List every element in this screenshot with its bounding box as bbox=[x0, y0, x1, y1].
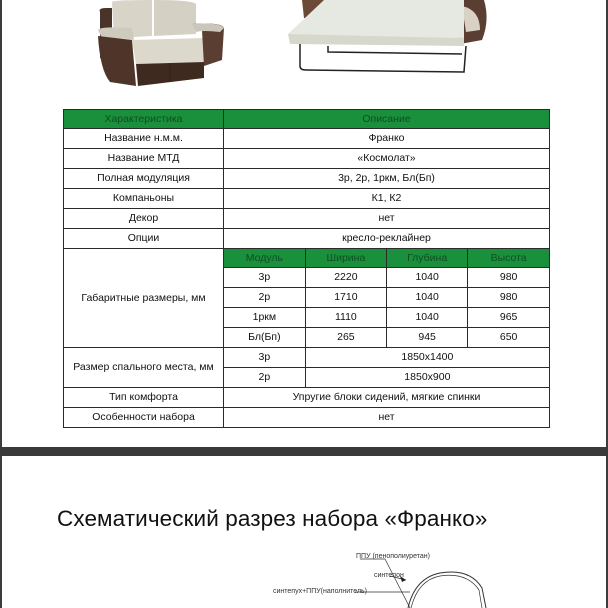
row-label: Декор bbox=[64, 209, 224, 229]
table-row bbox=[64, 189, 550, 209]
sofa-image bbox=[92, 0, 230, 90]
sleeping-subrow bbox=[224, 348, 549, 368]
label-sintepuh: синтепух+ППУ(наполнитель) bbox=[273, 588, 368, 595]
dim-cell: 980 bbox=[468, 268, 549, 288]
features-label: Особенности набора bbox=[64, 408, 224, 428]
row-value: 3р, 2р, 1ркм, Бл(Бп) bbox=[224, 169, 550, 189]
dimensions-cell bbox=[224, 249, 550, 348]
dimensions-row bbox=[64, 249, 550, 348]
table-row bbox=[64, 129, 550, 149]
sleeping-subrow bbox=[224, 368, 549, 388]
page-separator bbox=[0, 447, 608, 456]
dim-cell: Бл(Бп) bbox=[224, 328, 305, 348]
row-label: Название МТД bbox=[64, 149, 224, 169]
row-value: кресло-реклайнер bbox=[224, 229, 550, 249]
header-description: Описание bbox=[224, 110, 550, 129]
table-header-row bbox=[64, 110, 550, 129]
dim-cell: 650 bbox=[468, 328, 549, 348]
dim-header-module: Модуль bbox=[224, 249, 305, 268]
row-label: Название н.м.м. bbox=[64, 129, 224, 149]
sleeping-module: 3р bbox=[224, 348, 305, 368]
sleeping-cell bbox=[224, 348, 550, 388]
row-value: Франко bbox=[224, 129, 550, 149]
dim-header-width: Ширина bbox=[305, 249, 386, 268]
cross-section-diagram bbox=[260, 548, 500, 608]
row-value: «Космолат» bbox=[224, 149, 550, 169]
dim-cell: 2220 bbox=[305, 268, 386, 288]
row-value: К1, К2 bbox=[224, 189, 550, 209]
label-sintepon: синтепон bbox=[374, 572, 404, 579]
table-row bbox=[64, 169, 550, 189]
dim-cell: 2р bbox=[224, 288, 305, 308]
dim-cell: 1040 bbox=[387, 268, 468, 288]
label-ppu: ППУ (пенополиуретан) bbox=[356, 553, 430, 560]
dim-row bbox=[224, 288, 549, 308]
comfort-value: Упругие блоки сидений, мягкие спинки bbox=[224, 388, 550, 408]
table-row bbox=[64, 149, 550, 169]
dimensions-label: Габаритные размеры, мм bbox=[64, 249, 224, 348]
sleeping-size: 1850х900 bbox=[305, 368, 549, 388]
dim-cell: 980 bbox=[468, 288, 549, 308]
table-row bbox=[64, 229, 550, 249]
dim-header-depth: Глубина bbox=[387, 249, 468, 268]
sleeping-subtable bbox=[224, 348, 549, 387]
dim-cell: 1110 bbox=[305, 308, 386, 328]
dim-row bbox=[224, 328, 549, 348]
row-label: Компаньоны bbox=[64, 189, 224, 209]
dimensions-subtable bbox=[224, 249, 549, 347]
specification-table bbox=[63, 109, 550, 428]
table-row bbox=[64, 209, 550, 229]
sofa-bed-image bbox=[284, 0, 490, 76]
row-label: Опции bbox=[64, 229, 224, 249]
table-row bbox=[64, 408, 550, 428]
dim-cell: 965 bbox=[468, 308, 549, 328]
dim-header-height: Высота bbox=[468, 249, 549, 268]
dim-cell: 265 bbox=[305, 328, 386, 348]
dim-cell: 945 bbox=[387, 328, 468, 348]
dim-row bbox=[224, 268, 549, 288]
row-value: нет bbox=[224, 209, 550, 229]
dim-cell: 1040 bbox=[387, 308, 468, 328]
dim-cell: 1ркм bbox=[224, 308, 305, 328]
section-title: Схематический разрез набора «Франко» bbox=[57, 506, 488, 531]
sleeping-module: 2р bbox=[224, 368, 305, 388]
dim-cell: 1040 bbox=[387, 288, 468, 308]
comfort-label: Тип комфорта bbox=[64, 388, 224, 408]
dim-row bbox=[224, 308, 549, 328]
header-characteristic: Характеристика bbox=[64, 110, 224, 129]
sleeping-label: Размер спального места, мм bbox=[64, 348, 224, 388]
sleeping-row bbox=[64, 348, 550, 388]
table-row bbox=[64, 388, 550, 408]
row-label: Полная модуляция bbox=[64, 169, 224, 189]
sleeping-size: 1850х1400 bbox=[305, 348, 549, 368]
dim-cell: 3р bbox=[224, 268, 305, 288]
dim-cell: 1710 bbox=[305, 288, 386, 308]
features-value: нет bbox=[224, 408, 550, 428]
